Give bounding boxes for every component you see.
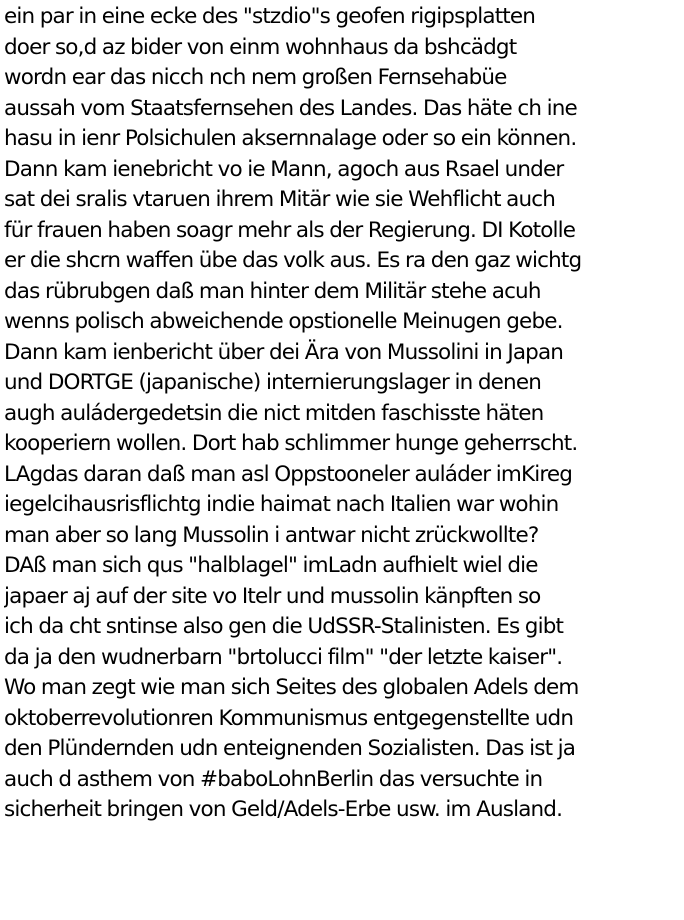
text-line: und DORTGE (japanische) internierungslager in denen [4, 370, 541, 395]
text-line: doer so,d az bider von einm wohnhaus da bshcädgt [4, 34, 517, 60]
text-line: für frauen haben soagr mehr als der Regierung. DI Kotolle [4, 217, 576, 243]
text-line: wordn ear das nicch nch nem großen Fernsehabüe [4, 65, 507, 90]
text-line: sat dei sralis vtaruen ihrem Mitär wie sie Wehflicht auch [4, 187, 556, 212]
text-line: sicherheit bringen von Geld/Adels-Erbe usw. im Ausland. [4, 797, 563, 822]
text-line: auch d asthem von #baboLohnBerlin das versuchte in [4, 766, 543, 792]
text-line: Wo man zegt wie man sich Seites des globalen Adels dem [4, 675, 579, 700]
text-line: japaer aj auf der site vo Itelr und mussolin känpften so [4, 583, 541, 609]
text-line: oktoberrevolutionren Kommunismus entgegenstellte udn [4, 705, 574, 731]
text-line: wenns polisch abweichende opstionelle Meinugen gebe. [4, 309, 563, 334]
text-line: DAß man sich qus "halblagel" imLadn aufhielt wiel die [4, 553, 538, 578]
document-body [4, 2, 684, 918]
text-line: LAgdas daran daß man asl Oppstooneler auláder imKireg [4, 461, 573, 487]
text-line: Dann kam ienebricht vo ie Mann, agoch aus Rsael under [4, 156, 564, 182]
text-line: ein par in eine ecke des "stzdio"s geofen rigipsplatten [4, 4, 536, 29]
text-line: augh auládergedetsin die nict mitden faschisste häten [4, 400, 544, 426]
text-line: man aber so lang Mussolin i antwar nicht zrückwollte? [4, 522, 539, 548]
text-line: das rübrubgen daß man hinter dem Militär stehe acuh [4, 278, 541, 304]
text-line: da ja den wudnerbarn "brtolucci film" "der letzte kaiser". [4, 644, 563, 670]
text-line: kooperiern wollen. Dort hab schlimmer hunge geherrscht. [4, 431, 578, 456]
text-line: ich da cht sntinse also gen die UdSSR-Stalinisten. Es gibt [4, 614, 564, 639]
text-line: hasu in ienr Polsichulen aksernnalage oder so ein können. [4, 126, 577, 151]
text-line: den Plündernden udn enteignenden Sozialisten. Das ist ja [4, 736, 576, 761]
text-line: iegelcihausrisflichtg indie haimat nach Italien war wohin [4, 492, 559, 517]
text-line: er die shcrn waffen übe das volk aus. Es ra den gaz wichtg [4, 248, 582, 273]
text-line: Dann kam ienbericht über dei Ära von Mussolini in Japan [4, 339, 564, 365]
text-line: aussah vom Staatsfernsehen des Landes. Das häte ch ine [4, 95, 577, 121]
